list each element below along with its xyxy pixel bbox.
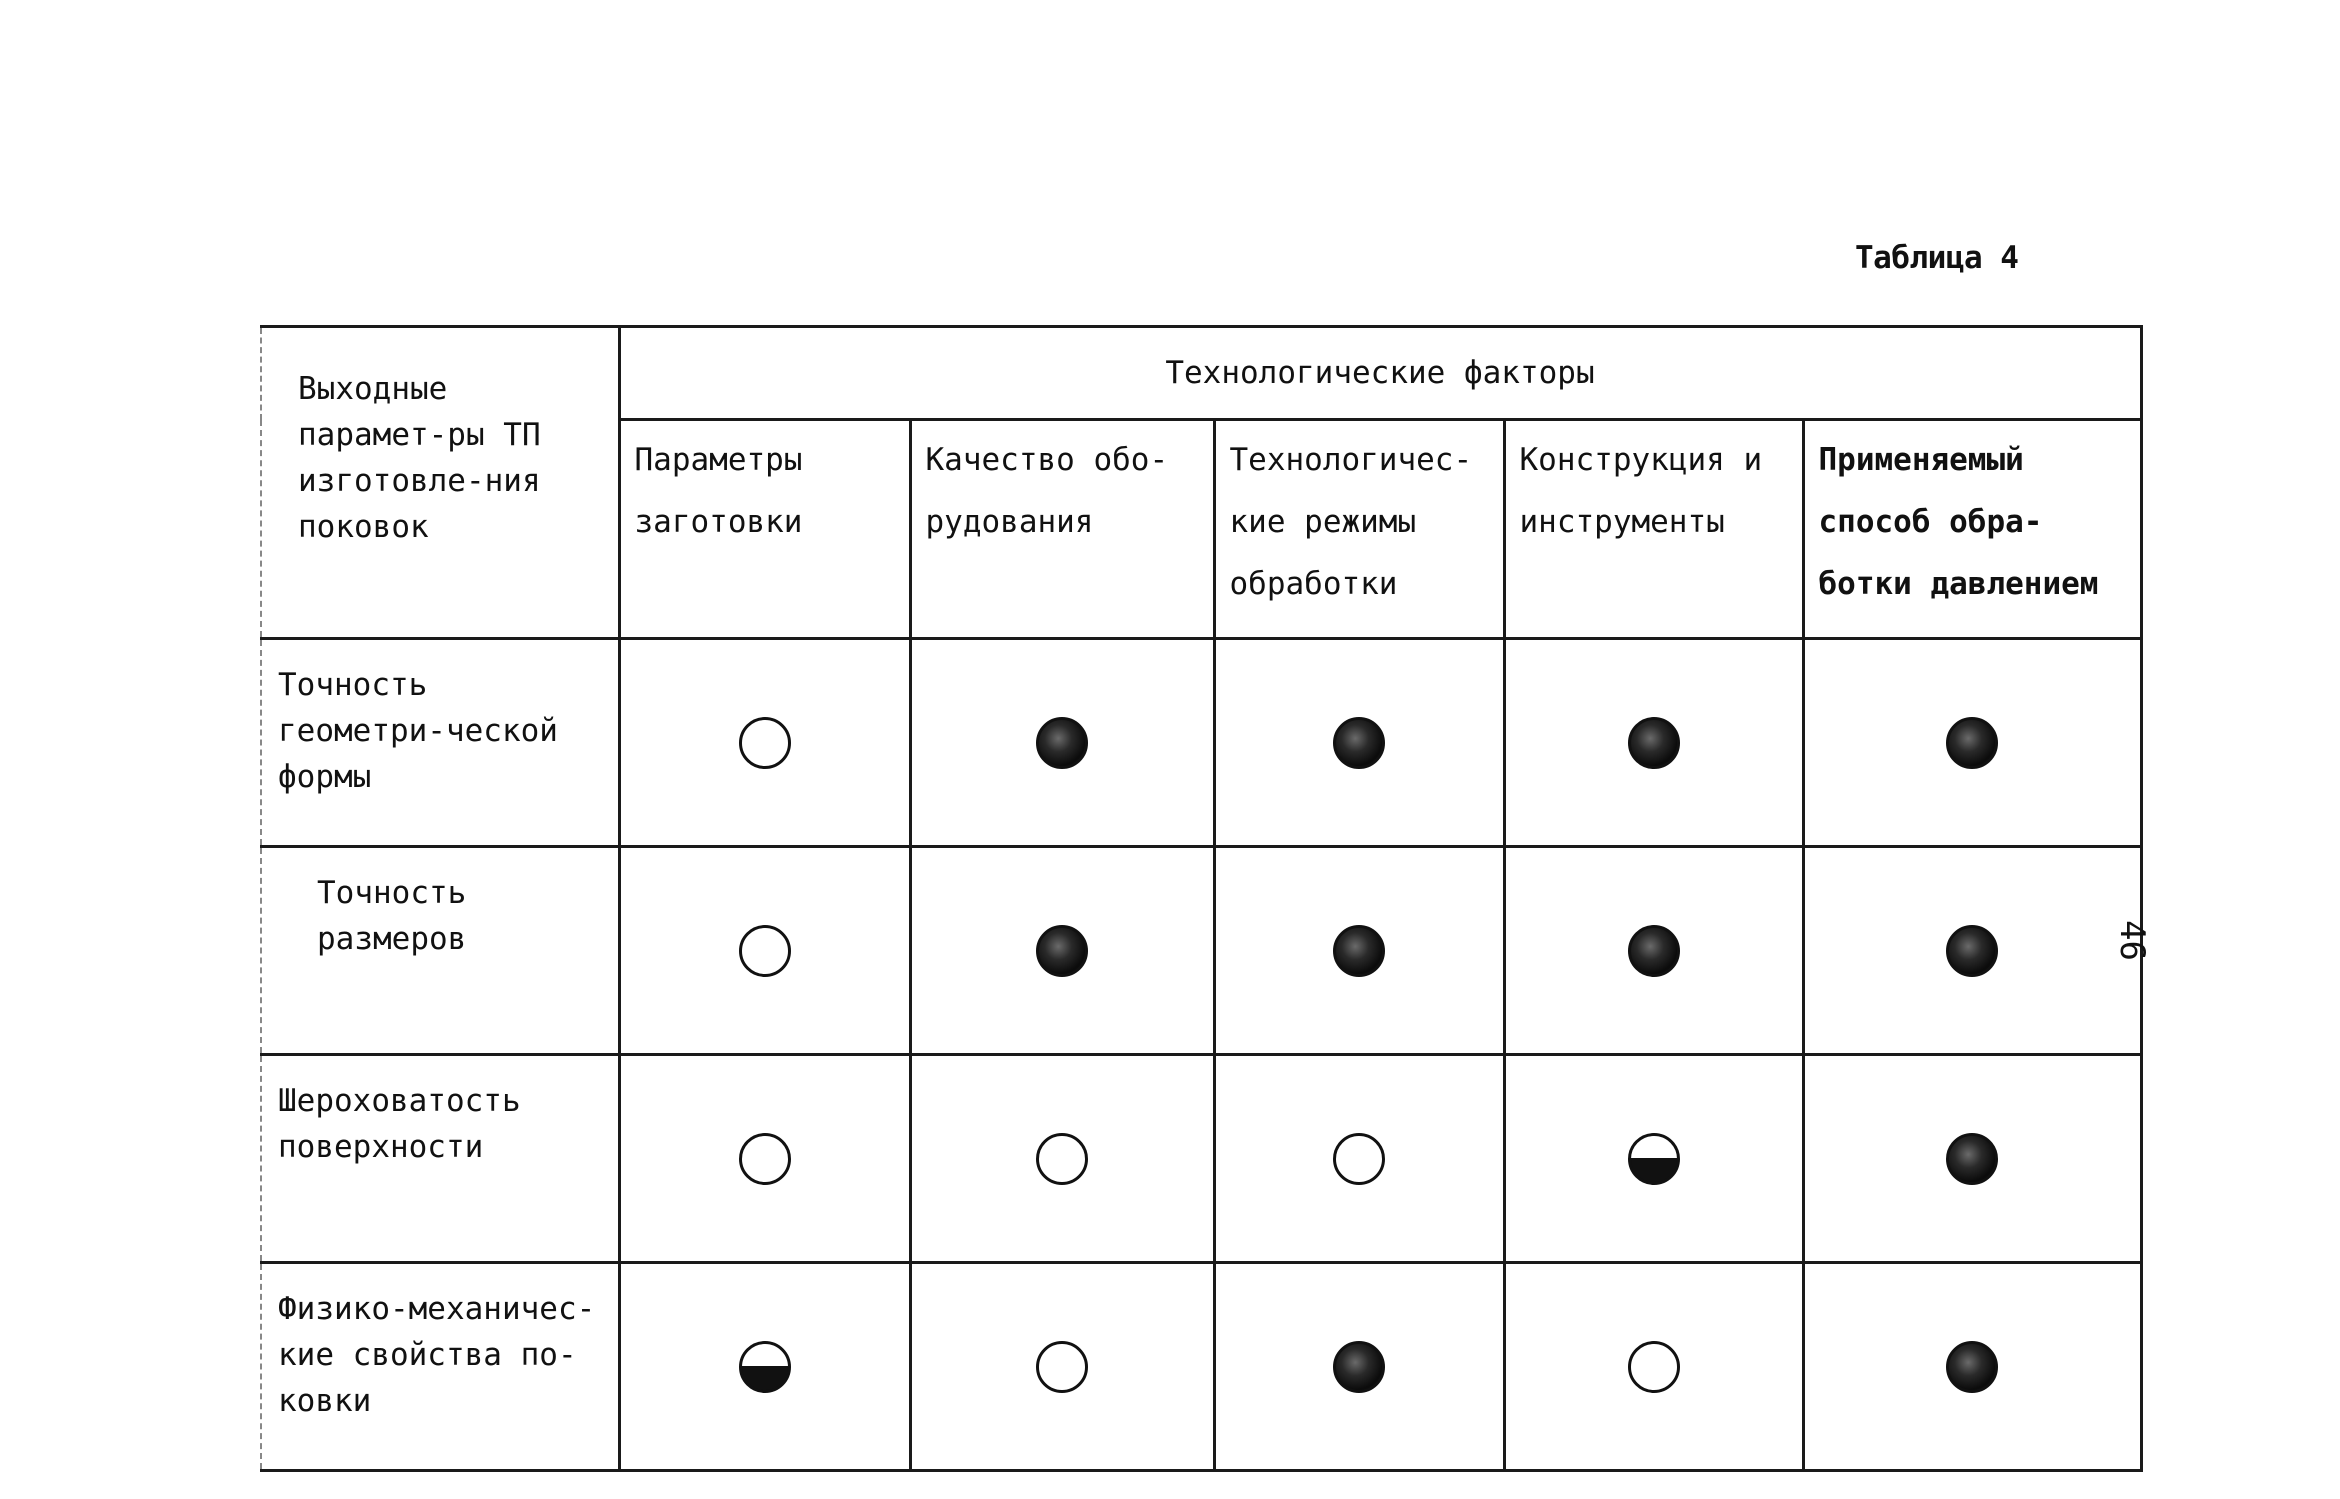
table-row — [261, 1263, 2141, 1471]
circle-mark-icon — [1036, 1341, 1088, 1393]
circle-mark-icon — [739, 925, 791, 977]
mark-cell — [619, 1263, 910, 1471]
circle-mark-icon — [1628, 1133, 1680, 1185]
mark-cell — [1214, 639, 1504, 847]
circle-mark-icon — [1946, 1133, 1998, 1185]
table-row — [261, 1055, 2141, 1263]
column-header: Качество обо-рудования — [910, 420, 1214, 639]
table-row — [261, 847, 2141, 1055]
table-caption: Таблица 4 — [1855, 240, 2019, 276]
mark-cell — [1214, 1055, 1504, 1263]
mark-cell — [1803, 639, 2141, 847]
mark-cell — [619, 639, 910, 847]
mark-cell — [910, 1263, 1214, 1471]
circle-mark-icon — [1946, 717, 1998, 769]
mark-cell — [1504, 1055, 1803, 1263]
mark-cell — [1214, 847, 1504, 1055]
circle-mark-icon — [1333, 1133, 1385, 1185]
column-header: Конструкция и инструменты — [1504, 420, 1803, 639]
factors-table — [260, 325, 2143, 1472]
group-header: Технологические факторы — [619, 327, 2141, 420]
circle-mark-icon — [1628, 925, 1680, 977]
row-header: Точность размеров — [261, 847, 619, 1055]
row-header: Физико-механичес-кие свойства по-ковки — [261, 1263, 619, 1471]
mark-cell — [1803, 847, 2141, 1055]
row-header: Шероховатость поверхности — [261, 1055, 619, 1263]
mark-cell — [1803, 1263, 2141, 1471]
mark-cell — [910, 1055, 1214, 1263]
column-header: Технологичес-кие режимы обработки — [1214, 420, 1504, 639]
mark-cell — [1504, 847, 1803, 1055]
column-header: Параметры заготовки — [619, 420, 910, 639]
mark-cell — [910, 639, 1214, 847]
circle-mark-icon — [1946, 1341, 1998, 1393]
mark-cell — [619, 1055, 910, 1263]
circle-mark-icon — [1036, 1133, 1088, 1185]
row-header: Точность геометри-ческой формы — [261, 639, 619, 847]
corner-header: Выходные парамет-ры ТП изготовле-ния поковок — [261, 327, 619, 639]
mark-cell — [619, 847, 910, 1055]
circle-mark-icon — [739, 1341, 791, 1393]
circle-mark-icon — [1628, 1341, 1680, 1393]
circle-mark-icon — [739, 717, 791, 769]
mark-cell — [1504, 639, 1803, 847]
table-row — [261, 639, 2141, 847]
mark-cell — [1214, 1263, 1504, 1471]
mark-cell — [1504, 1263, 1803, 1471]
page-number: 46 — [2112, 920, 2152, 961]
circle-mark-icon — [1333, 1341, 1385, 1393]
circle-mark-icon — [1946, 925, 1998, 977]
circle-mark-icon — [1333, 717, 1385, 769]
column-header: Применяемый способ обра-ботки давлением — [1803, 420, 2141, 639]
circle-mark-icon — [1036, 717, 1088, 769]
mark-cell — [1803, 1055, 2141, 1263]
circle-mark-icon — [739, 1133, 791, 1185]
circle-mark-icon — [1333, 925, 1385, 977]
circle-mark-icon — [1628, 717, 1680, 769]
circle-mark-icon — [1036, 925, 1088, 977]
mark-cell — [910, 847, 1214, 1055]
